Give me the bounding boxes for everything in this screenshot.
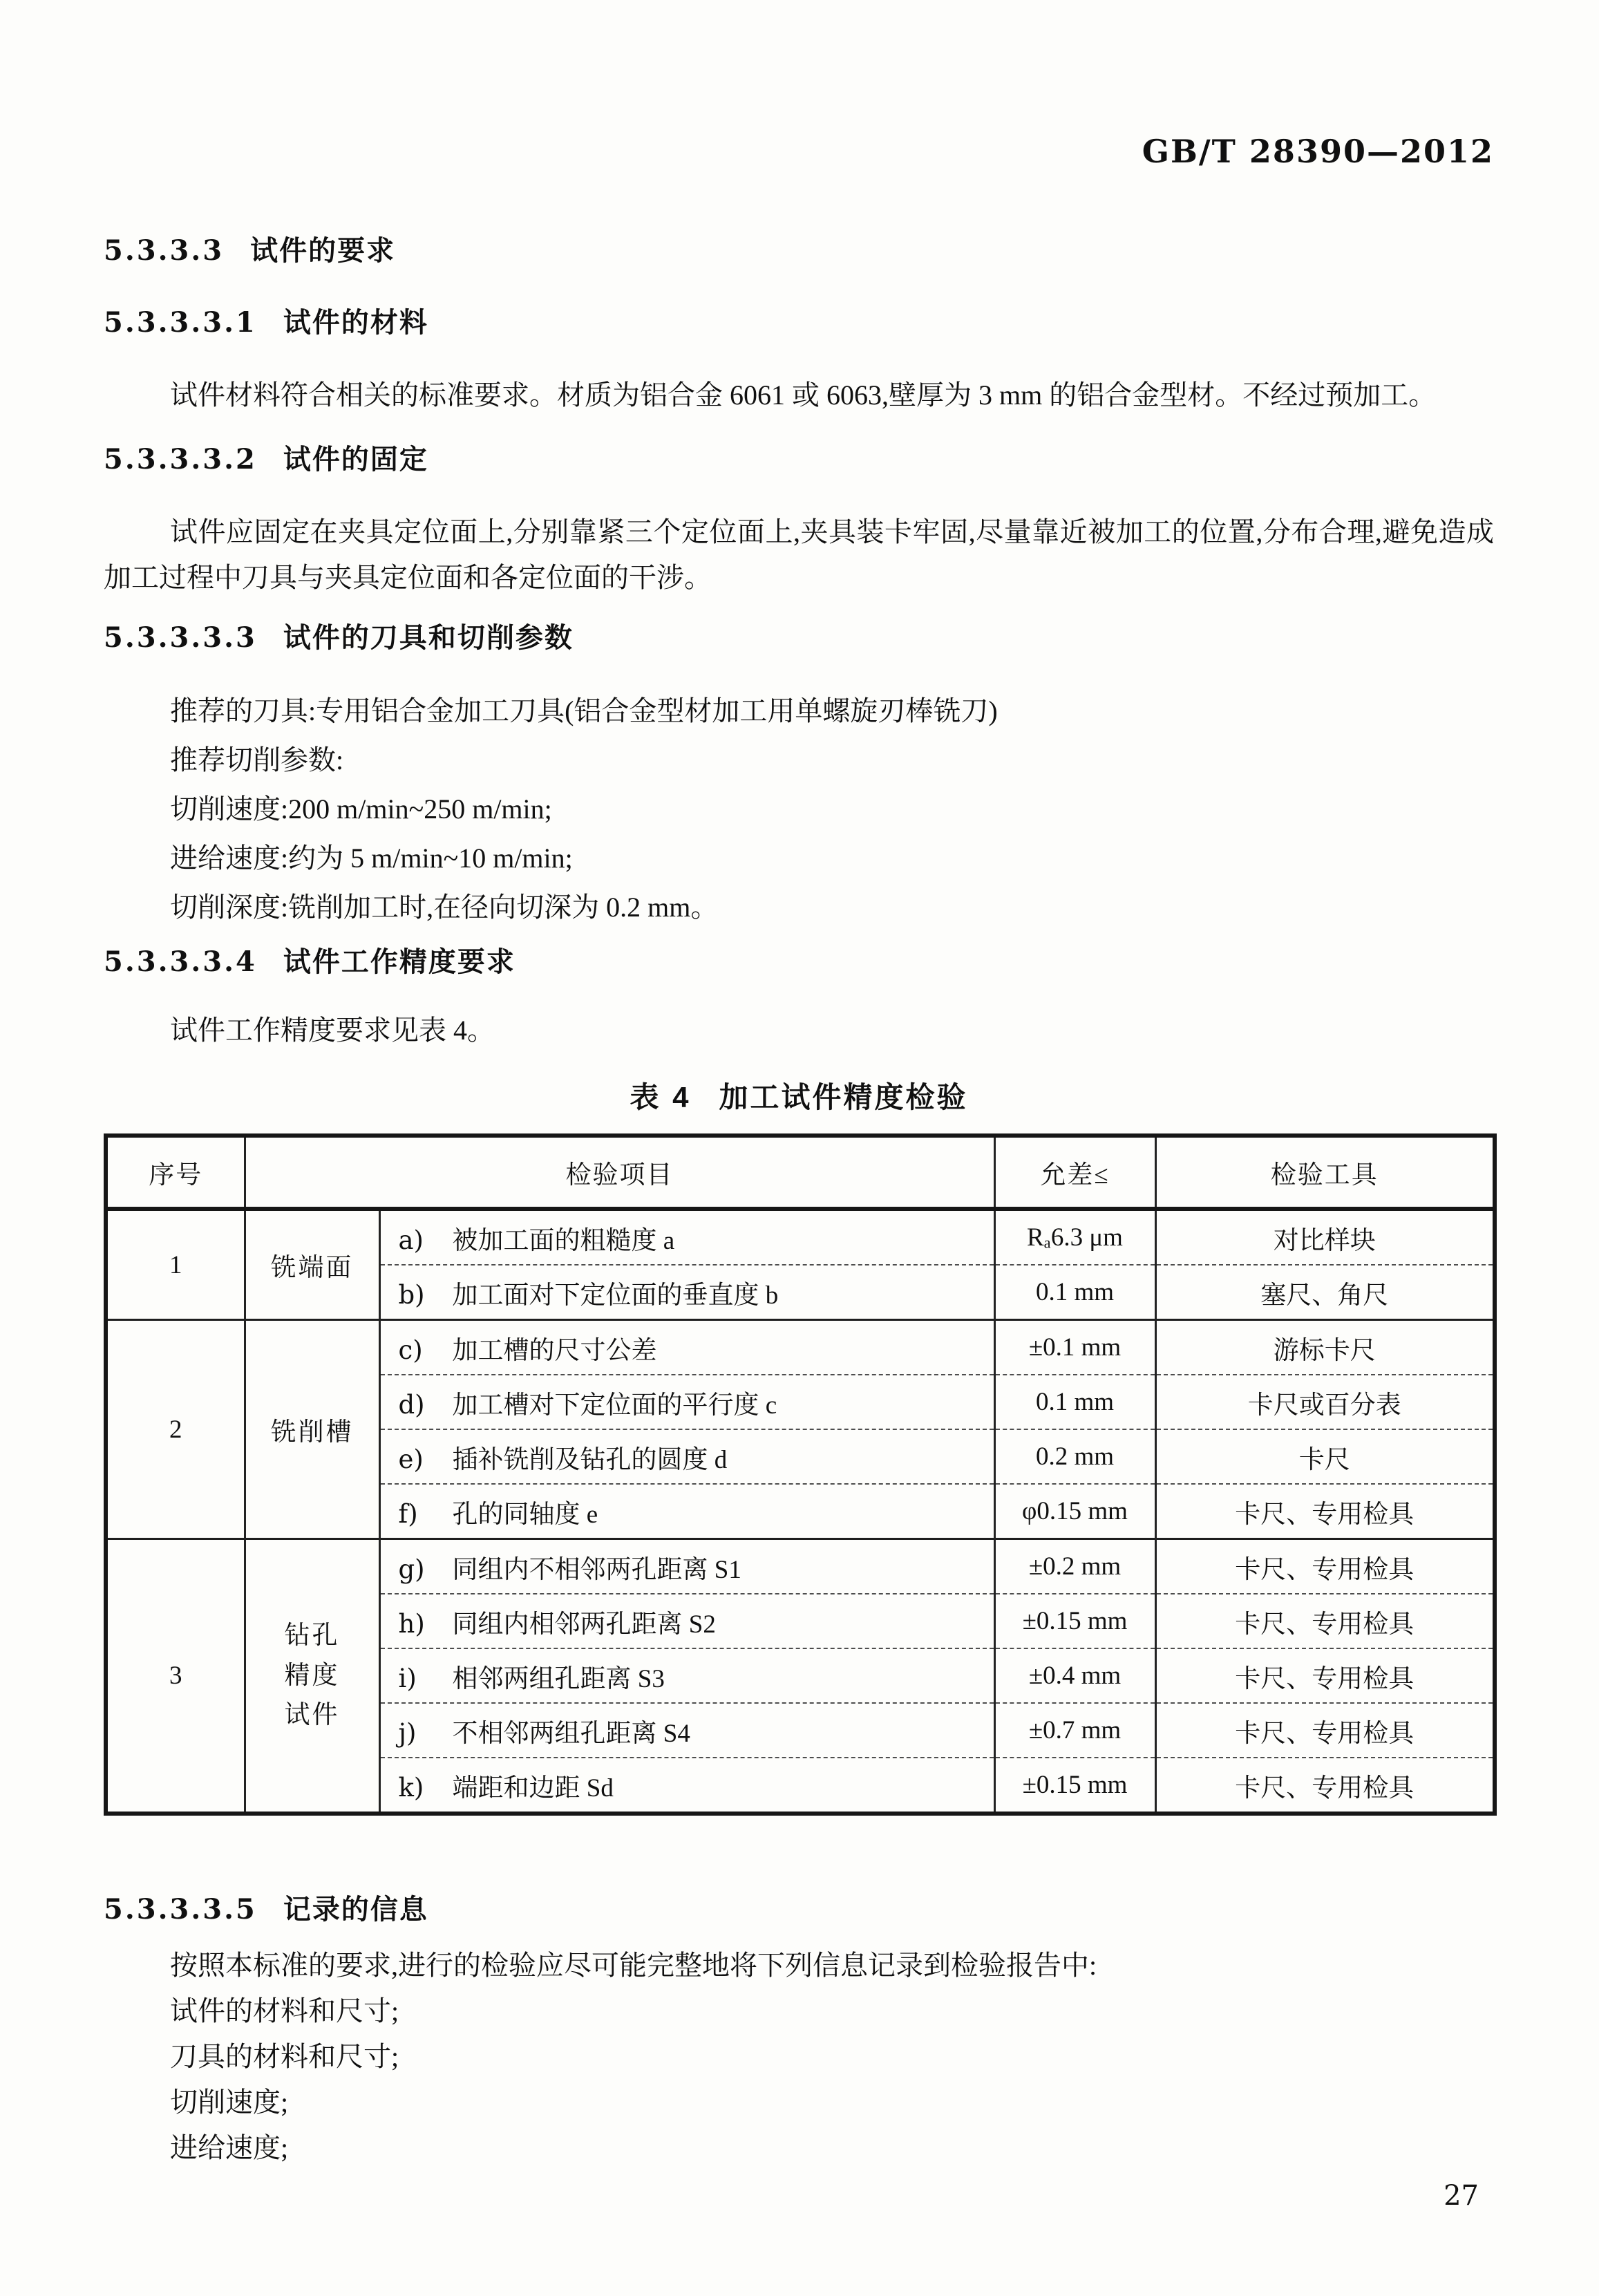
cell-tool: 游标卡尺 [1155, 1320, 1495, 1375]
line-cutting-depth: 切削深度:铣削加工时,在径向切深为 0.2 mm。 [170, 892, 719, 923]
section-heading-5.3.3.3.2 [104, 443, 1494, 476]
item-text: 插补铣削及钻孔的圆度 d [452, 1445, 728, 1474]
cell-tool: 卡尺 [1155, 1429, 1495, 1484]
cell-tool: 卡尺、专用检具 [1155, 1703, 1495, 1758]
header-tool: 检验工具 [1155, 1136, 1495, 1209]
cell-item [379, 1429, 994, 1484]
cell-tolerance: Rₐ6.3 μm [994, 1209, 1155, 1265]
item-text: 孔的同轴度 e [452, 1500, 598, 1529]
cell-tool: 卡尺、专用检具 [1155, 1648, 1495, 1703]
table-row [106, 1209, 1495, 1265]
line-feed-speed: 进给速度:约为 5 m/min~10 m/min; [170, 843, 573, 874]
cell-item [379, 1209, 994, 1265]
item-letter: d) [398, 1389, 425, 1420]
item-text: 同组内相邻两孔距离 S2 [452, 1610, 716, 1639]
cell-group [245, 1539, 379, 1814]
cell-tolerance: ±0.7 mm [994, 1703, 1155, 1758]
cell-tool: 卡尺、专用检具 [1155, 1484, 1495, 1539]
line-record-feed-speed: 进给速度; [170, 2132, 289, 2163]
section-heading-5.3.3.3.1 [104, 306, 1494, 339]
cell-tolerance: 0.2 mm [994, 1429, 1155, 1484]
item-letter: b) [398, 1279, 425, 1310]
line-cutting-speed: 切削速度:200 m/min~250 m/min; [170, 793, 552, 825]
header-no: 序号 [106, 1136, 245, 1209]
cell-item [379, 1539, 994, 1594]
cell-tolerance: ±0.2 mm [994, 1539, 1155, 1594]
line-record-tool: 刀具的材料和尺寸; [170, 2041, 399, 2072]
cell-tolerance: ±0.1 mm [994, 1320, 1155, 1375]
section-number: 5.3.3.3 [104, 234, 225, 267]
line-cutting-params: 推荐切削参数: [170, 744, 344, 775]
item-text: 端距和边距 Sd [452, 1773, 614, 1803]
cell-no: 3 [106, 1539, 245, 1814]
cell-item [379, 1265, 994, 1320]
header-item: 检验项目 [245, 1136, 994, 1209]
line-record-intro: 按照本标准的要求,进行的检验应尽可能完整地将下列信息记录到检验报告中: [170, 1950, 1097, 1981]
item-text: 相邻两组孔距离 S3 [452, 1664, 665, 1693]
item-text: 被加工面的粗糙度 a [452, 1226, 675, 1255]
cell-item [379, 1375, 994, 1429]
section-title: 试件的材料 [283, 308, 428, 338]
header-tolerance: 允差≤ [994, 1136, 1155, 1209]
section-number: 5.3.3.3.5 [104, 1893, 257, 1926]
item-text: 加工面对下定位面的垂直度 b [452, 1281, 779, 1310]
item-letter: h) [398, 1608, 425, 1639]
line-recommended-tool: 推荐的刀具:专用铝合金加工刀具(铝合金型材加工用单螺旋刃棒铣刀) [170, 695, 998, 726]
cell-tool: 对比样块 [1155, 1209, 1495, 1265]
table-row [106, 1320, 1495, 1375]
item-letter: g) [398, 1554, 425, 1584]
cell-item [379, 1484, 994, 1539]
item-letter: f) [398, 1498, 418, 1529]
section-title: 试件的要求 [250, 236, 396, 266]
cell-tolerance: φ0.15 mm [994, 1484, 1155, 1539]
section-number: 5.3.3.3.3 [104, 621, 257, 654]
section-number: 5.3.3.3.2 [104, 443, 257, 476]
section-heading-5.3.3.3.3 [104, 621, 1494, 655]
cell-tool: 塞尺、角尺 [1155, 1265, 1495, 1320]
table-header-row [106, 1136, 1495, 1209]
item-text: 同组内不相邻两孔距离 S1 [452, 1555, 741, 1584]
item-letter: k) [398, 1772, 424, 1803]
table-caption [104, 1081, 1494, 1114]
cell-group: 铣削槽 [245, 1320, 379, 1539]
section-heading-5.3.3.3.4 [104, 945, 1494, 979]
line-record-cutting-speed: 切削速度; [170, 2087, 289, 2118]
cell-group: 铣端面 [245, 1209, 379, 1320]
line-record-specimen: 试件的材料和尺寸; [170, 1995, 399, 2026]
item-letter: a) [398, 1225, 424, 1255]
accuracy-inspection-table [104, 1133, 1497, 1816]
cell-tolerance: 0.1 mm [994, 1375, 1155, 1429]
group-label: 钻孔精度试件 [284, 1621, 340, 1730]
cell-tool: 卡尺或百分表 [1155, 1375, 1495, 1429]
section-title: 试件的固定 [283, 444, 428, 475]
item-text: 不相邻两组孔距离 S4 [452, 1719, 690, 1748]
item-letter: i) [398, 1663, 417, 1693]
standard-number: GB/T 28390—2012 [1142, 133, 1494, 170]
section-title: 试件工作精度要求 [283, 947, 515, 977]
section-heading-5.3.3.3 [104, 234, 1494, 267]
paragraph-accuracy-ref: 试件工作精度要求见表 4。 [170, 1015, 495, 1046]
cell-tolerance: ±0.15 mm [994, 1594, 1155, 1648]
cell-tolerance: ±0.4 mm [994, 1648, 1155, 1703]
table-row [106, 1539, 1495, 1594]
cell-tolerance: 0.1 mm [994, 1265, 1155, 1320]
item-letter: e) [398, 1444, 424, 1474]
item-text: 加工槽对下定位面的平行度 c [452, 1391, 777, 1420]
section-number: 5.3.3.3.1 [104, 306, 257, 339]
cell-tool: 卡尺、专用检具 [1155, 1758, 1495, 1814]
cell-item [379, 1648, 994, 1703]
section-title: 试件的刀具和切削参数 [283, 623, 574, 653]
cell-no: 2 [106, 1320, 245, 1539]
cell-item [379, 1758, 994, 1814]
cell-tolerance: ±0.15 mm [994, 1758, 1155, 1814]
item-letter: j) [398, 1718, 417, 1748]
paragraph-fixturing: 试件应固定在夹具定位面上,分别靠紧三个定位面上,夹具装卡牢固,尽量靠近被加工的位置,分布合理,避免造成加工过程中刀具与夹具定位面和各定位面的干涉。 [104, 516, 1494, 593]
cell-item [379, 1594, 994, 1648]
paragraph-material: 试件材料符合相关的标准要求。材质为铝合金 6061 或 6063,壁厚为 3 mm 的铝合金型材。不经过预加工。 [170, 379, 1437, 411]
table-caption-prefix: 表 4 [630, 1081, 692, 1113]
section-number: 5.3.3.3.4 [104, 945, 257, 978]
section-title: 记录的信息 [283, 1894, 428, 1925]
cell-no: 1 [106, 1209, 245, 1320]
table-caption-title: 加工试件精度检验 [719, 1081, 968, 1113]
page-number: 27 [1444, 2180, 1479, 2212]
cell-tool: 卡尺、专用检具 [1155, 1594, 1495, 1648]
item-text: 加工槽的尺寸公差 [452, 1336, 657, 1365]
section-heading-5.3.3.3.5 [104, 1893, 1494, 1926]
cell-item [379, 1703, 994, 1758]
item-letter: c) [398, 1335, 423, 1365]
cell-item [379, 1320, 994, 1375]
cell-tool: 卡尺、专用检具 [1155, 1539, 1495, 1594]
